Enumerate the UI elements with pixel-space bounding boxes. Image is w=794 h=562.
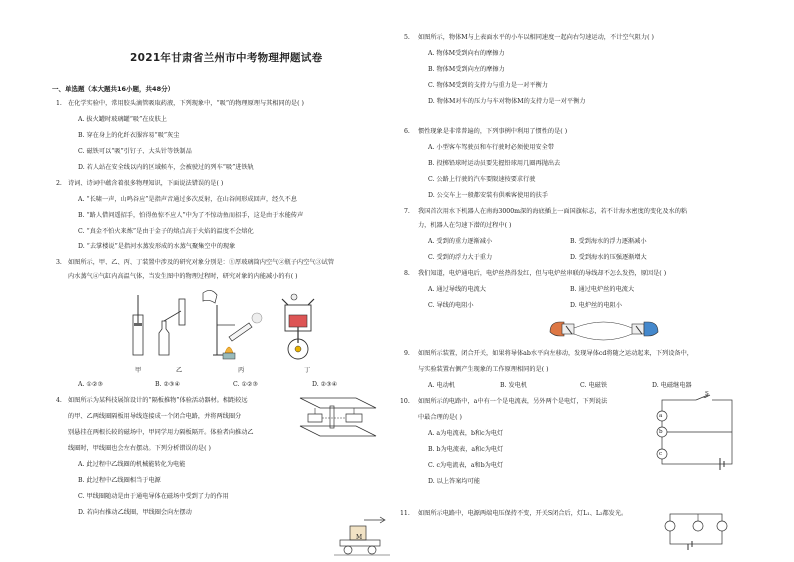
q2-option-b: B. “路人借问遥招手，怕得鱼惊不应人”中为了不惊动鱼而招手，这是由于水能传声 bbox=[78, 212, 304, 219]
q9-option-d: D. 电磁继电器 bbox=[652, 382, 692, 389]
q5-number: 5. bbox=[404, 34, 410, 41]
q9-option-c: C. 电磁铁 bbox=[580, 382, 608, 389]
q5-stem: 如图所示，物体M与上表面水平的小车以相同速度一起向右匀速运动，不计空气阻力( ) bbox=[418, 34, 654, 41]
q11-number: 11. bbox=[400, 510, 410, 517]
q3-fig-label-yi: 乙 bbox=[176, 367, 183, 374]
q4-option-a: A. 此过程中乙线圈的机械能转化为电能 bbox=[78, 461, 186, 468]
q4-figure bbox=[296, 392, 388, 444]
q7-option-b: B. 受到海水的浮力逐渐减小 bbox=[570, 238, 647, 245]
q6-option-b: B. 投掷铅球时运动员要先握铅球用几圈再抛出去 bbox=[428, 160, 561, 167]
q4-stem-line2: 的甲、乙两线圈隔板用导线连接成一个闭合电路，并将两线圈分 bbox=[68, 413, 242, 420]
q7-option-d: D. 受到海水的压强逐渐增大 bbox=[570, 254, 647, 261]
q3-option-b: B. ②③④ bbox=[155, 381, 181, 388]
q3-fig-label-bing: 丙 bbox=[238, 367, 245, 374]
q2-option-a: A. “长啸一声，山鸣谷应”是指声音通过多次反射，在山谷间形成回声，经久不息 bbox=[78, 196, 297, 203]
q6-stem: 惯性现象是非常普遍的，下列事例中利用了惯性的是( ) bbox=[418, 128, 568, 135]
q2-option-d: D. “去掌楼说”是指河水蒸发形成的水蒸气聚集空中的现象 bbox=[78, 243, 236, 250]
q4-stem-line3: 别悬挂在两根长较的磁场中，甲同学用力隔板隔开。体验者向推动乙 bbox=[68, 429, 254, 436]
q5-option-d: D. 物体M对车的压力与车对物体M的支持力是一对平衡力 bbox=[428, 98, 586, 105]
q5-block-label: M bbox=[356, 534, 363, 541]
q4-option-d: D. 若向右推动乙线圈，甲线圈会向左摆动 bbox=[78, 509, 192, 516]
q3-stem-line1: 如图所示，甲、乙、丙、丁装置中涉及的研究对象分别是：①厚玻璃筒内空气②瓶子内空气③试管 bbox=[68, 259, 335, 266]
q4-stem-line4: 线圈时，甲线圈也会左右摆动。下列分析错误的是( ) bbox=[68, 445, 211, 452]
q9-stem-line2: 与实验装置右侧产生现象的工作原理相同的是( ) bbox=[418, 366, 549, 373]
q5-option-a: A. 物体M受到向右的摩擦力 bbox=[428, 50, 505, 57]
q3-option-d: D. ②③④ bbox=[312, 381, 338, 388]
q7-option-a: A. 受到的重力逐渐减小 bbox=[428, 238, 493, 245]
q2-number: 2. bbox=[56, 180, 62, 187]
q1-option-b: B. 穿在身上的化纤衣服容易“吸”灰尘 bbox=[78, 132, 180, 139]
q3-fig-label-jia: 甲 bbox=[135, 367, 142, 374]
q10-circuit-figure bbox=[640, 392, 740, 472]
q3-number: 3. bbox=[56, 259, 62, 266]
q10-option-b: B. b为电流表，a和c为电灯 bbox=[428, 446, 504, 453]
q11-circuit-figure bbox=[664, 504, 730, 552]
q10-stem-line2: 中最合理的是( ) bbox=[418, 414, 462, 421]
q1-number: 1. bbox=[56, 100, 62, 107]
q7-stem-line1: 我国首次用水下机器人在南海3000m深的海底插上一面国旗标志，若不计海水密度的变化及水的粘 bbox=[418, 208, 688, 215]
q7-stem-line2: 力，机器人在匀速下潜的过程中( ) bbox=[418, 222, 512, 229]
q8-number: 8. bbox=[404, 270, 410, 277]
q8-option-b: B. 通过电炉丝的电流大 bbox=[570, 286, 635, 293]
q7-option-c: C. 受到的浮力大于重力 bbox=[428, 254, 493, 261]
q3-fig-label-ding: 丁 bbox=[304, 367, 311, 374]
q4-stem-line1: 如图所示为某科技展馆设计的“隔板推物”体验活动器材。相距较远 bbox=[68, 397, 248, 404]
q10-circuit-label-b: b bbox=[659, 429, 663, 435]
q9-option-a: A. 电动机 bbox=[428, 382, 455, 389]
page-title: 2021年甘肃省兰州市中考物理押题试卷 bbox=[130, 52, 323, 64]
q8-option-c: C. 导线的电阻小 bbox=[428, 302, 474, 309]
q11-stem: 如图所示电路中，电源两端电压保持不变，开关S闭合后，灯L₁、L₂都发光。 bbox=[418, 510, 628, 517]
q4-number: 4. bbox=[56, 397, 62, 404]
q3-option-c: C. ①②③ bbox=[233, 381, 259, 388]
q3-stem-line2: 内水蒸气④气缸内高温气体，当发生图中的物理过程时，研究对象的内能减小的有( ) bbox=[68, 273, 298, 280]
q1-option-c: C. 磁铁可以“吸”引钉子、大头针等铁制品 bbox=[78, 148, 192, 155]
q9-number: 9. bbox=[404, 350, 410, 357]
q10-stem-line1: 如图所示的电路中，a中有一个是电流表，另外两个是电灯，下列说法 bbox=[418, 398, 608, 405]
q9-figure bbox=[544, 312, 664, 348]
q5-option-b: B. 物体M受到向左的摩擦力 bbox=[428, 66, 505, 73]
q10-circuit-label-c: c bbox=[659, 451, 663, 457]
q4-option-c: C. 甲线圈随动是由于通电导体在磁场中受到了力的作用 bbox=[78, 493, 229, 500]
q8-option-d: D. 电炉丝的电阻小 bbox=[570, 302, 622, 309]
q9-stem-line1: 如图所示装置，闭合开关，如果将导体ab水平向左移动，发现导体cd将随之运动起来，下列设备中， bbox=[418, 350, 693, 357]
q6-option-a: A. 小型客车驾驶员和车行驶时必须使用安全带 bbox=[428, 144, 554, 151]
q6-number: 6. bbox=[404, 128, 410, 135]
section-heading: 一、单选题（本大题共16小题，共48分） bbox=[52, 85, 175, 93]
q3-figure bbox=[125, 285, 355, 375]
q5-figure bbox=[334, 514, 394, 558]
q10-circuit-label-s: S bbox=[705, 391, 709, 397]
q10-circuit-label-a: a bbox=[659, 413, 663, 419]
q4-option-b: B. 此过程中乙线圈相当于电源 bbox=[78, 477, 161, 484]
q2-stem: 诗词、诗词中蕴含着很多物理知识，下面说法错误的是( ) bbox=[68, 180, 224, 187]
q1-option-a: A. 拔火罐时玻璃罐“吸”在皮肤上 bbox=[78, 116, 167, 123]
q6-option-c: C. 公路上行驶的汽车要限速按要求行驶 bbox=[428, 176, 536, 183]
q2-option-c: C. “真金不怕火来炼”是由于金子的熔点高于火焰的温度不会熔化 bbox=[78, 228, 254, 235]
q10-option-d: D. 以上答案均可能 bbox=[428, 478, 480, 485]
q8-stem: 我们知道，电炉通电后，电炉丝热得发红，但与电炉丝串联的导线却不怎么发热，原因是( ) bbox=[418, 270, 667, 277]
q8-option-a: A. 通过导线的电流大 bbox=[428, 286, 486, 293]
q7-number: 7. bbox=[404, 208, 410, 215]
q9-option-b: B. 发电机 bbox=[500, 382, 528, 389]
q10-number: 10. bbox=[400, 398, 410, 405]
q10-option-c: C. c为电流表，a和b为电灯 bbox=[428, 462, 504, 469]
q1-stem: 在化学实验中，常用胶头滴管吸取药液，下列现象中，“吸”的物理原理与其相同的是( ) bbox=[68, 100, 304, 107]
q6-option-d: D. 公交车上一般都安装有供乘客使用的扶手 bbox=[428, 192, 549, 199]
q1-option-d: D. 若人站在安全线以内的区域候车，会被驶过的列车“吸”进铁轨 bbox=[78, 164, 254, 171]
q10-option-a: A. a为电流表，b和c为电灯 bbox=[428, 430, 504, 437]
q5-option-c: C. 物体M受到的支持力与重力是一对平衡力 bbox=[428, 82, 548, 89]
q3-option-a: A. ①②③ bbox=[78, 381, 104, 388]
